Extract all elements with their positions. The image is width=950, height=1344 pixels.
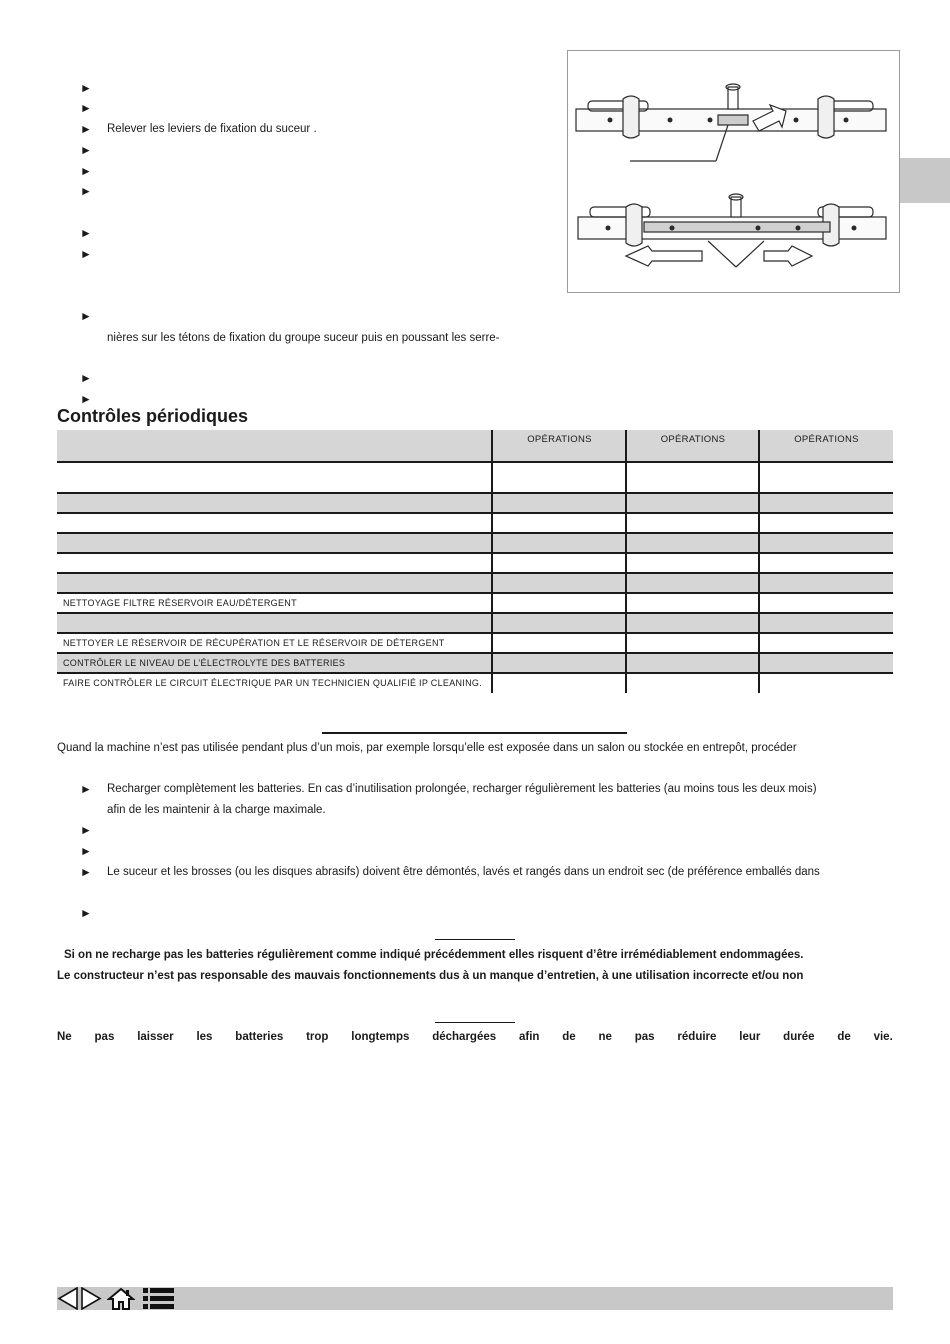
table-cell	[491, 594, 626, 612]
table-cell	[758, 614, 893, 632]
table-header-cell: OPÉRATIONS	[758, 430, 893, 461]
bullet-text: Relever les leviers de fixation du suceur .	[107, 123, 317, 135]
table-cell	[758, 594, 893, 612]
table-row-label: FAIRE CONTRÔLER LE CIRCUIT ÉLECTRIQUE PAR UN TECHNICIEN QUALIFIÉ IP CLEANING.	[63, 678, 483, 688]
table-row	[57, 514, 893, 534]
index-list-icon[interactable]	[142, 1287, 176, 1310]
table-cell	[625, 674, 759, 693]
warning-underline	[435, 939, 515, 940]
justified-warning	[57, 1031, 893, 1043]
table-row-label	[57, 494, 491, 512]
table-header-cell	[57, 430, 491, 461]
bullet-marker: ►	[80, 184, 92, 198]
table-cell	[758, 463, 893, 492]
word: batteries	[235, 1031, 284, 1043]
word: déchargées	[432, 1031, 497, 1043]
word: longtemps	[351, 1031, 410, 1043]
table-cell	[491, 674, 626, 693]
word: trop	[306, 1031, 329, 1043]
table-header-cell: OPÉRATIONS	[491, 430, 626, 461]
table-cell	[491, 494, 626, 512]
table-cell	[625, 614, 759, 632]
squeegee-illustration	[568, 51, 899, 292]
squeegee-figure	[567, 50, 900, 293]
table-row-label	[57, 614, 491, 632]
table-row	[57, 494, 893, 514]
bullet-marker: ►	[80, 101, 92, 115]
table-row-label	[57, 463, 491, 492]
word: laisser	[137, 1031, 174, 1043]
word: les	[196, 1031, 213, 1043]
table-cell	[758, 494, 893, 512]
table-row	[57, 674, 893, 693]
bullet-marker: ►	[80, 392, 92, 406]
section-title: Contrôles périodiques	[57, 406, 249, 426]
table-cell	[491, 654, 626, 672]
word: de	[562, 1031, 576, 1043]
warning-underline	[435, 1022, 515, 1023]
table-row-label: NETTOYAGE FILTRE RÉSERVOIR EAU/DÉTERGENT	[63, 598, 297, 608]
word: de	[837, 1031, 851, 1043]
table-row-label	[57, 514, 491, 532]
table-cell	[491, 463, 626, 492]
table-row-label: CONTRÔLER LE NIVEAU DE L’ÉLECTROLYTE DES BATTERIES	[63, 658, 346, 668]
table-cell	[491, 554, 626, 572]
previous-page-icon[interactable]	[57, 1287, 79, 1310]
home-icon[interactable]	[107, 1287, 135, 1310]
word: afin	[518, 1031, 540, 1043]
table-cell	[758, 634, 893, 652]
storage-intro: Quand la machine n’est pas utilisée pendant plus d’un mois, par exemple lorsqu’elle est exposée dans un salon ou stockée en entrepôt, procéder	[57, 742, 797, 754]
table-cell	[625, 654, 759, 672]
table-cell	[491, 634, 626, 652]
table-cell	[758, 534, 893, 552]
bullet-text: Le suceur et les brosses (ou les disques abrasifs) doivent être démontés, lavés et rangés dans un endroit sec (de préférence emballés dans	[107, 866, 820, 878]
table-row	[57, 463, 893, 494]
table-row	[57, 614, 893, 634]
bullet-text: Recharger complètement les batteries. En cas d’inutilisation prolongée, recharger régulièrement les batteries (au moins tous les deux mois)	[107, 783, 817, 795]
bullet-marker: ►	[80, 371, 92, 385]
table-cell	[758, 674, 893, 693]
bullet-marker: ►	[80, 309, 92, 323]
bullet-text: afin de les maintenir à la charge maximale.	[107, 804, 326, 816]
table-row-label	[57, 554, 491, 572]
section-tab	[900, 158, 950, 203]
bullet-marker: ►	[80, 906, 92, 920]
bullet-marker: ►	[80, 226, 92, 240]
table-cell	[625, 574, 759, 592]
heading-underline	[322, 732, 627, 734]
word: vie.	[873, 1031, 893, 1043]
bullet-marker: ►	[80, 122, 92, 136]
bullet-marker: ►	[80, 844, 92, 858]
table-cell	[758, 654, 893, 672]
table-row	[57, 594, 893, 614]
table-row-label: NETTOYER LE RÉSERVOIR DE RÉCUPÉRATION ET LE RÉSERVOIR DE DÉTERGENT	[63, 638, 445, 648]
bullet-marker: ►	[80, 782, 92, 796]
table-row-label	[57, 574, 491, 592]
bullet-marker: ►	[80, 823, 92, 837]
word: pas	[94, 1031, 115, 1043]
table-cell	[625, 594, 759, 612]
table-row	[57, 554, 893, 574]
table-cell	[625, 514, 759, 532]
bullet-marker: ►	[80, 865, 92, 879]
word: réduire	[677, 1031, 717, 1043]
bullet-marker: ►	[80, 81, 92, 95]
table-row-label	[57, 534, 491, 552]
footer-bar	[57, 1287, 893, 1310]
table-row	[57, 634, 893, 654]
table-cell	[491, 614, 626, 632]
word: pas	[634, 1031, 655, 1043]
table-cell	[625, 494, 759, 512]
table-header-row	[57, 430, 893, 463]
table-header-cell: OPÉRATIONS	[625, 430, 759, 461]
table-row	[57, 534, 893, 554]
bullet-marker: ►	[80, 164, 92, 178]
table-row	[57, 574, 893, 594]
next-page-icon[interactable]	[80, 1287, 102, 1310]
periodic-checks-table	[57, 430, 893, 693]
table-cell	[625, 534, 759, 552]
word: leur	[739, 1031, 761, 1043]
warning-text: Si on ne recharge pas les batteries régulièrement comme indiqué précédemment elles risquent d’être irrémédiablement endommagées.	[64, 949, 804, 961]
word: Ne	[57, 1031, 72, 1043]
table-cell	[625, 554, 759, 572]
bullet-marker: ►	[80, 143, 92, 157]
table-cell	[758, 554, 893, 572]
word: ne	[598, 1031, 612, 1043]
table-row	[57, 654, 893, 674]
bullet-marker: ►	[80, 247, 92, 261]
table-cell	[625, 463, 759, 492]
table-cell	[758, 574, 893, 592]
table-cell	[491, 574, 626, 592]
warning-text: Le constructeur n’est pas responsable des mauvais fonctionnements dus à un manque d’entretien, à une utilisation incorrecte et/ou non	[57, 970, 804, 982]
table-cell	[491, 514, 626, 532]
word: durée	[783, 1031, 815, 1043]
table-cell	[625, 634, 759, 652]
continuation-line: nières sur les tétons de fixation du groupe suceur puis en poussant les serre-	[107, 332, 500, 344]
table-cell	[758, 514, 893, 532]
table-cell	[491, 534, 626, 552]
